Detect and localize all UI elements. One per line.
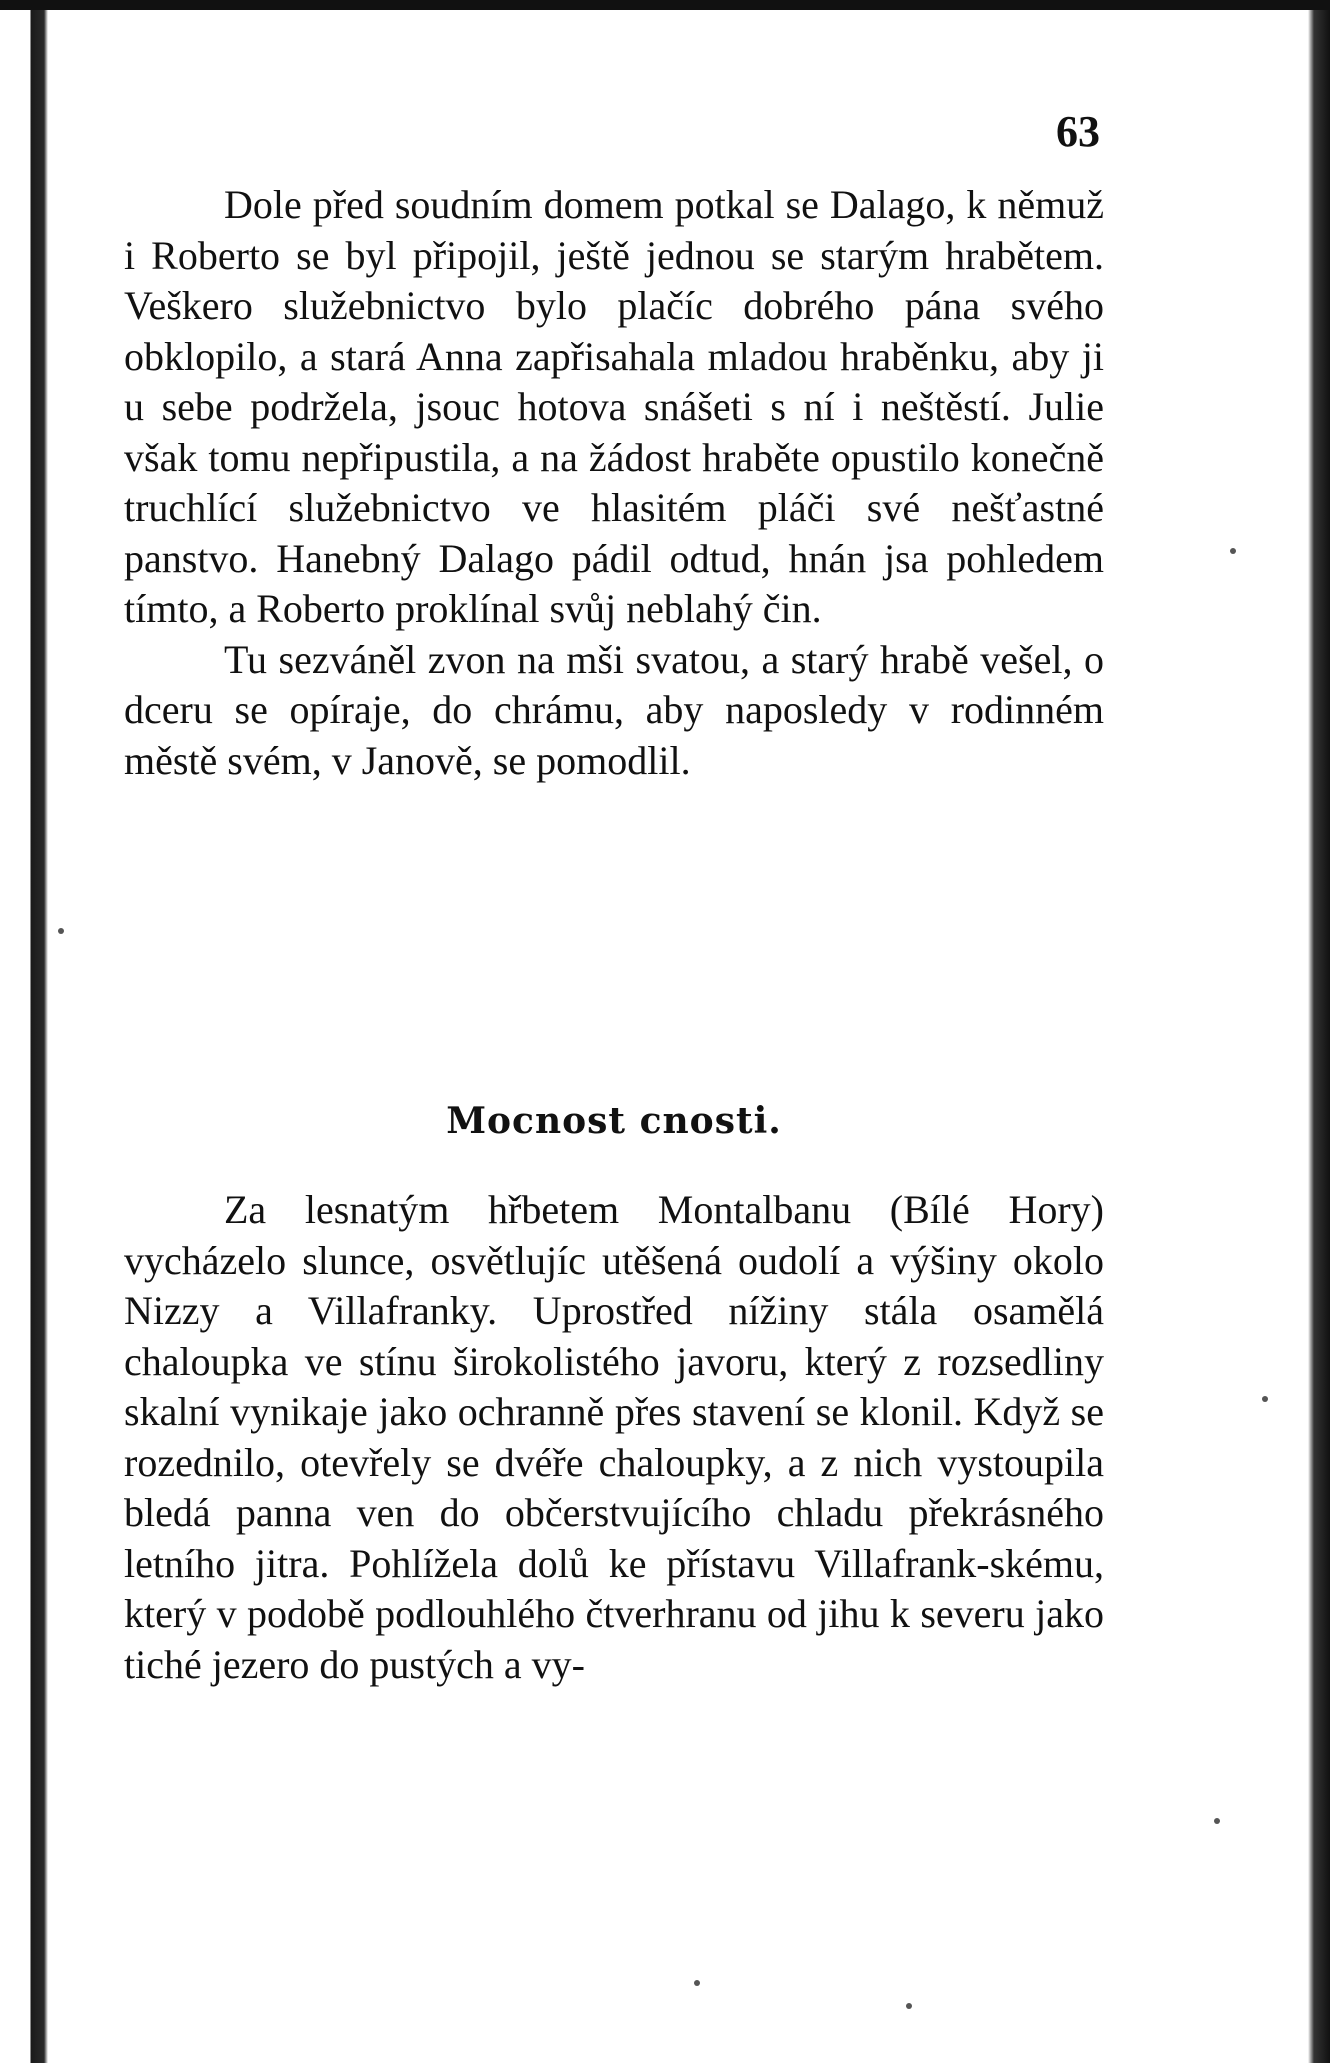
text-section-2 [124, 1185, 1104, 1690]
scan-speck [1262, 1396, 1268, 1402]
scan-speck [58, 928, 64, 934]
section-heading: Mocnost cnosti. [446, 1100, 782, 1142]
scan-speck [1214, 1818, 1220, 1824]
scan-speck [694, 1980, 700, 1986]
book-spine-edge [0, 0, 48, 2063]
page-number: 63 [1056, 107, 1100, 156]
paragraph: Dole před soudním domem potkal se Dalago, k němuž i Roberto se byl připojil, ještě jednou se starým hrabětem. Veškero služebnictvo bylo plačíc dobrého pána svého obklopilo, a stará Anna zapřisahala mladou hraběnku, aby ji u sebe podržela, jsouc hotova snášeti s ní i neštěstí. Julie však tomu nepřipustila, a na žádost hraběte opustilo konečně truchlící služebnictvo ve hlasitém pláči své nešťastné panstvo. Hanebný Dalago pádil odtud, hnán jsa pohledem tímto, a Roberto proklínal svůj neblahý čin. [124, 182, 1104, 631]
scan-speck [906, 2003, 912, 2009]
paragraph: Za lesnatým hřbetem Montalbanu (Bílé Hory) vycházelo slunce, osvětlujíc utěšená oudolí a výšiny okolo Nizzy a Villafranky. Uprostřed nížiny stála osamělá chaloupka ve stínu širokolistého javoru, který z rozsedliny skalní vynikaje jako ochranně přes stavení se klonil. Když se rozednilo, otevřely se dvéře chaloupky, a z nich vystoupila bledá panna ven do občerstvujícího chladu překrásného letního jitra. Pohlížela dolů ke přístavu Villafrank-skému, který v podobě podlouhlého čtverhranu od jihu k severu jako tiché jezero do pustých a vy- [124, 1187, 1104, 1687]
scan-speck [1230, 548, 1236, 554]
paragraph: Tu sezváněl zvon na mši svatou, a starý hrabě vešel, o dceru se opíraje, do chrámu, aby naposledy v rodinném městě svém, v Janově, se pomodlil. [124, 636, 1104, 783]
text-section-1 [124, 180, 1104, 786]
page-right-edge [1308, 0, 1330, 2063]
